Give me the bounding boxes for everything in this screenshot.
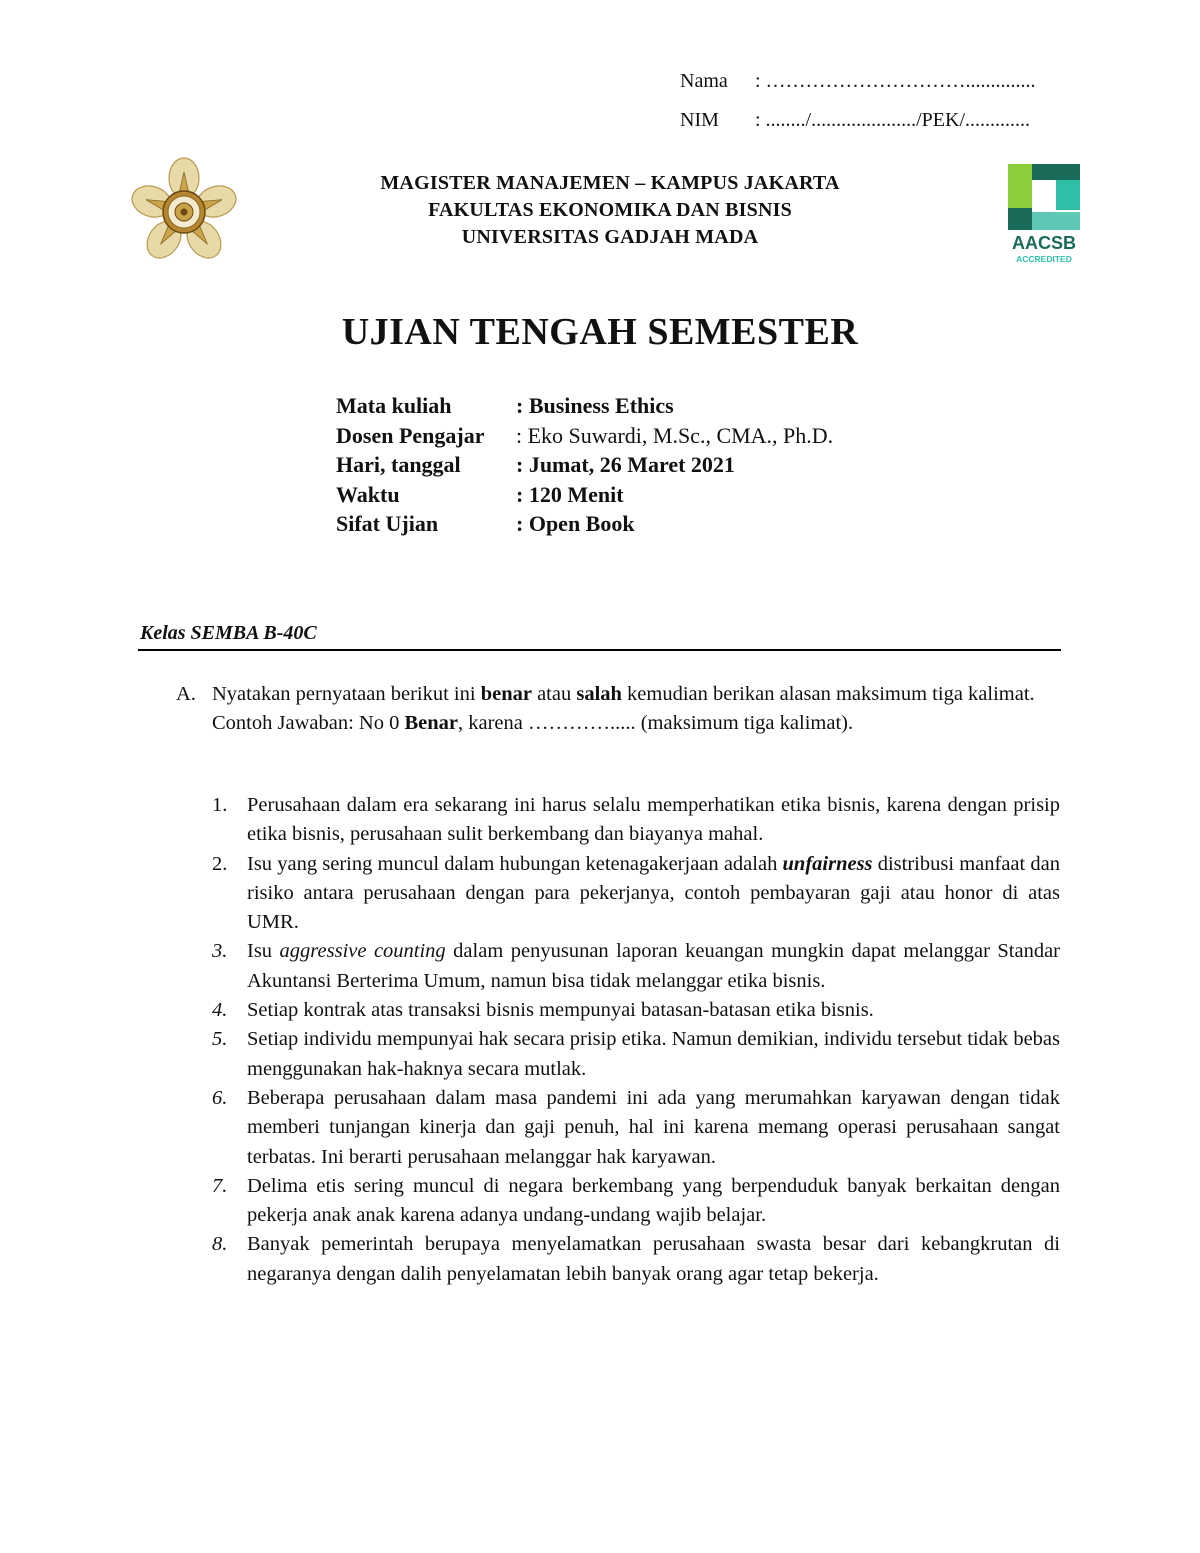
example-answer: Contoh Jawaban: No 0 Benar, karena …………..... (maksimum tiga kalimat).: [212, 712, 854, 735]
info-value-course: : Business Ethics: [516, 393, 674, 418]
info-row-date: [336, 450, 833, 480]
info-key-time: Waktu: [336, 481, 400, 507]
student-nim-line: [680, 109, 1030, 132]
question-text: Beberapa perusahaan dalam masa pandemi ini ada yang merumahkan karyawan dengan tidak memberi tunjangan kinerja dan gaji penuh, hal ini karena memang operasi perusahaan sangat terbatas. Ini berarti perusahaan melanggar hak karyawan.: [247, 1086, 1060, 1168]
section-letter: A.: [176, 683, 196, 705]
name-blank: : …………………………..............: [755, 70, 1036, 92]
question-number: 4.: [212, 999, 228, 1022]
instruction-text: Nyatakan pernyataan berikut ini benar atau salah kemudian berikan alasan maksimum tiga kalimat.: [212, 683, 1035, 705]
question-number: 6.: [212, 1086, 228, 1109]
university-name: UNIVERSITAS GADJAH MADA: [461, 226, 759, 248]
nim-label: NIM: [680, 109, 719, 131]
question-number: 2.: [212, 852, 228, 875]
question-text: Banyak pemerintah berupaya menyelamatkan perusahaan swasta besar dari kebangkrutan di negaranya dengan dalih penyelamatan lebih banyak orang agar tetap bekerja.: [247, 1233, 1060, 1285]
faculty-name: FAKULTAS EKONOMIKA DAN BISNIS: [428, 199, 792, 221]
info-row-time: [336, 480, 833, 510]
question-item: [212, 791, 1060, 850]
question-item: [212, 850, 1060, 938]
program-name: MAGISTER MANAJEMEN – KAMPUS JAKARTA: [380, 172, 840, 194]
ugm-emblem-icon: [128, 156, 240, 268]
exam-title: UJIAN TENGAH SEMESTER: [341, 311, 859, 353]
question-item: [212, 996, 1060, 1025]
info-value-lecturer: : Eko Suwardi, M.Sc., CMA., Ph.D.: [516, 422, 834, 448]
info-value-time: : 120 Menit: [516, 481, 624, 507]
aacsb-text: AACSB: [1011, 233, 1077, 253]
question-list: [212, 791, 1060, 1289]
question-number: 7.: [212, 1174, 228, 1197]
question-number: 5.: [212, 1028, 228, 1051]
info-row-lecturer: [336, 421, 833, 451]
question-text: Delima etis sering muncul di negara berkembang yang berpenduduk banyak berkaitan dengan pekerja anak anak karena adanya undang-undang wajib belajar.: [247, 1174, 1060, 1227]
nim-blank: : ......../...................../PEK/.............: [755, 109, 1031, 131]
question-item: [212, 1084, 1060, 1172]
info-key-course: Mata kuliah: [336, 393, 452, 418]
question-text: Setiap individu mempunyai hak secara prisip etika. Namun demikian, individu tersebut tidak bebas menggunakan hak-haknya secara mutlak.: [247, 1028, 1060, 1080]
info-key-date: Hari, tanggal: [336, 452, 461, 477]
exam-info-table: [336, 391, 833, 539]
info-value-exam-type: : Open Book: [516, 511, 635, 536]
info-row-exam-type: [336, 509, 833, 539]
info-key-exam-type: Sifat Ujian: [336, 511, 439, 536]
section-a-instructions: [176, 680, 1060, 739]
info-value-date: : Jumat, 26 Maret 2021: [516, 452, 735, 477]
class-heading: Kelas SEMBA B-40C: [140, 622, 317, 644]
aacsb-accredited-logo: [1004, 162, 1084, 266]
question-text: Setiap kontrak atas transaksi bisnis mempunyai batasan-batasan etika bisnis.: [247, 999, 874, 1022]
question-number: 1.: [212, 794, 228, 816]
name-label: Nama: [680, 70, 728, 92]
question-text: Perusahaan dalam era sekarang ini harus selalu memperhatikan etika bisnis, karena dengan prisip etika bisnis, perusahaan sulit berkembang dan biayanya mahal.: [247, 794, 1060, 846]
info-row-course: [336, 391, 833, 421]
student-name-line: [680, 70, 1036, 93]
question-item: [212, 1172, 1060, 1231]
question-item: [212, 937, 1060, 996]
question-text: Isu yang sering muncul dalam hubungan ketenagakerjaan adalah unfairness distribusi manfaat dan risiko antara perusahaan dengan para pekerjanya, contoh pembayaran gaji atau honor di atas UMR.: [247, 852, 1060, 934]
question-item: [212, 1230, 1060, 1289]
question-text: Isu aggressive counting dalam penyusunan laporan keuangan mungkin dapat melanggar Standar Akuntansi Berterima Umum, namun bisa tidak melanggar etika bisnis.: [247, 940, 1061, 992]
question-number: 8.: [212, 1233, 228, 1256]
heading-divider: [138, 649, 1061, 651]
question-item: [212, 1025, 1060, 1084]
info-key-lecturer: Dosen Pengajar: [336, 422, 485, 448]
question-number: 3.: [212, 940, 228, 963]
aacsb-subtext: ACCREDITED: [1016, 254, 1072, 264]
